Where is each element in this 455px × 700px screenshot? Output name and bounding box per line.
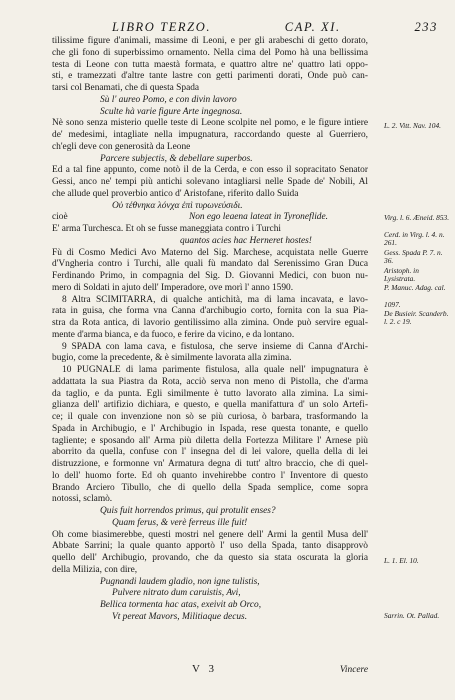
header-chapter: CAP. XI.: [284, 20, 341, 34]
margin-note: De Busieir. Scanderb. l. 2. c 19.: [384, 309, 449, 327]
text-line: E' arma Turchesca. Et oh se fusse maneggiata contro i Turchi: [52, 224, 281, 234]
text-line: Ed a tal fine appunto, come notò il de la Cerda, e con esso il sopracitato Senator: [52, 165, 368, 176]
text-line: glianza dell' artifizio dichiara, e questo, e quella manifattura d' un solo Artefi-: [52, 400, 368, 411]
verse-line: Quis fuit horrendos primus, qui protulit enses?: [100, 506, 276, 516]
running-header: [112, 20, 438, 35]
margin-note: Virg. l. 6. Æneid. 853.: [384, 213, 450, 222]
body-text: [52, 36, 368, 624]
signature-mark: V 3: [192, 663, 217, 675]
header-page-number: 233: [414, 20, 438, 34]
text-line: 9 SPADA con lama cava, e fistulosa, che serve insieme di Canna d'Archi-: [62, 341, 368, 352]
verse-line: Parcere subjectis, & debellare superbos.: [100, 153, 253, 164]
header-book-title: LIBRO TERZO.: [112, 20, 212, 34]
margin-note: 1097.: [384, 300, 401, 309]
text-line: tagliente; e sposando all' Arma più diletta della Fortezza Militare l' Arnese più: [52, 435, 368, 446]
text-line: distruzzione, e formonne vn' Armatura degna di tutt' altro braccio, che di quel-: [52, 459, 368, 469]
text-line: Nè sono senza misterio quelle teste di Leone scolpite nel pomo, e le figure intiere: [52, 118, 368, 129]
text-line: Oh come biasimerebbe, questi mostri nel genere dell' Armi la gentil Musa dell': [52, 529, 368, 540]
page-footer: [52, 663, 368, 675]
verse-line: Sù l' aureo Pomo, e con divin lavoro: [100, 94, 237, 105]
catchword: Vincere: [339, 665, 368, 675]
text-line: della Milizia, con dire,: [52, 564, 138, 575]
margin-note: Cerd. in Virg. l. 4. n. 261.: [384, 230, 445, 248]
text-line: bugio, come la precedente, & è similmente lavorata alla zimina.: [52, 353, 292, 364]
text-line: tilissime figure d'animali, massime di Leoni, e per gli arabeschi di getto dorato,: [52, 36, 368, 46]
verse-line: Vt pereat Mavors, Militiaque decus.: [112, 611, 248, 622]
text-line: 8 Altra SCIMITARRA, di qualche antichità, ma di lama incavata, e lavo-: [62, 294, 368, 305]
text-line: addattata la sua Piastra da Rota, acciò serva non meno di Pistolla, che d'arma: [52, 376, 368, 387]
text-line: mero di Soldati in ajuto dell' Imperadore, ove morì l' anno 1590.: [52, 282, 294, 293]
latin-quote: Non ego leaena lateat in Tyroneflide.: [188, 212, 328, 223]
text-line: 10 PUGNALE di lama parimente fistulosa, alla quale nell' impugnatura è: [62, 365, 368, 375]
margin-note: Sarrin. Ot. Pallad.: [384, 611, 440, 620]
text-line: che gli fono di superbissimo ornamento. Nella cima del Pomo hà una bellissima: [52, 47, 368, 58]
verse-line: Sculte hà varie figure Arte ingegnosa.: [100, 106, 243, 117]
margin-note: P. Manuc. Adag. cal.: [384, 283, 446, 292]
text-line: Spada in Archibugio, e l' Archibugio in Ispada, rese questa tonante, e quello: [52, 423, 368, 434]
text-line: Fù di Cosmo Medici Avo Materno del Sig. Marchese, acquistata nelle Guerre: [52, 247, 368, 258]
text-line: testa di Leone con tutta maestà formata, e quattro altre ne' quattro lati oppo-: [52, 59, 368, 70]
text-line-pair: [52, 212, 368, 224]
text-line: quello dell' Archibugio, provando, che da questo sia stata oscurata la gloria: [52, 553, 368, 563]
text-line: stra da Rota antica, di lavorio gentilissimo alla zimina. Onde può servire egual-: [52, 318, 368, 328]
latin-quote: quantos acies hac Herneret hostes!: [180, 235, 312, 246]
text-line: d'Vngheria contro i Turchi, alle quali fù mandato dal Serenissimo Gran Duca: [52, 259, 368, 270]
text-line: da taglio, e da punta. Egli similmente è tutto lavorato alla zimina. La simi-: [52, 388, 368, 399]
verse-line: Bellica tormenta hac atas, exeivit ab Orco,: [100, 600, 262, 610]
text-line: de' medesimi, intagliate nella impugnatura, raccordando queste al Guerriero,: [52, 130, 368, 140]
text-line: Brando Arciero Tibullo, che di quello della Spada semplice, come sopra: [52, 482, 368, 493]
text-line: rata in guisa, che forma vna Canna d'archibugio corto, fornita con la sua Pia-: [52, 306, 368, 317]
text-line: cioè: [52, 212, 68, 223]
verse-line: Pulvere nitrato dum caruistis, Avi,: [112, 588, 241, 599]
text-line: aborrito da quella, confuse con l' insegna del di lei valore, quella della di lei: [52, 447, 368, 458]
greek-quote: Οὐ τέθνηκα λόνχα ἐπὶ τυρωνεύσιδι.: [112, 200, 243, 211]
verse-line: Pugnandi laudem gladio, non igne tulistis,: [100, 576, 260, 587]
text-line: sti, e tramezzati d'altre tante lastre con getti parimenti dorati, Onde può can-: [52, 71, 368, 82]
verse-line: Quam ferus, & verè ferreus ille fuit!: [112, 517, 248, 528]
text-line: Gessi, anco ne' tempi più antichi solevano intagliarsi nelle Spade de' Nobili, Al: [52, 177, 368, 187]
margin-note: Aristoph. in Lysistrata.: [384, 266, 419, 284]
text-line: ce; il quale con invenzione non sò se più curiosa, ò barbara, trasformando la: [52, 412, 368, 422]
text-line: lo dell' huomo forte. Ed oh quanto invehirebbe contro l' Inventore di questo: [52, 470, 368, 481]
text-line: notossi, sclamò.: [52, 494, 113, 505]
margin-note: L. 2. Vitt. Nav. 104.: [384, 121, 442, 130]
text-line: Abbate Sarrini; la quale quanto apportò l' uso della Spada, tanto disapprovò: [52, 541, 368, 552]
text-line: mente d'arma bianca, e da fuoco, e ferire da vicino, e da lontano.: [52, 329, 295, 340]
text-line: tarsi col Benamati, che di questa Spada: [52, 83, 200, 93]
margin-note: L. 1. El. 10.: [384, 556, 419, 565]
margin-note: Gess. Spada P. 7. n. 36.: [384, 248, 443, 266]
text-line: ch'egli deve con generosità da Leone: [52, 141, 191, 152]
text-line: che allude quel proverbio antico d' Aristofane, riferito dallo Suida: [52, 188, 299, 199]
text-line: Ferdinando Primo, in compagnia del Sig. D. Giovanni Medici, con buon nu-: [52, 271, 368, 281]
